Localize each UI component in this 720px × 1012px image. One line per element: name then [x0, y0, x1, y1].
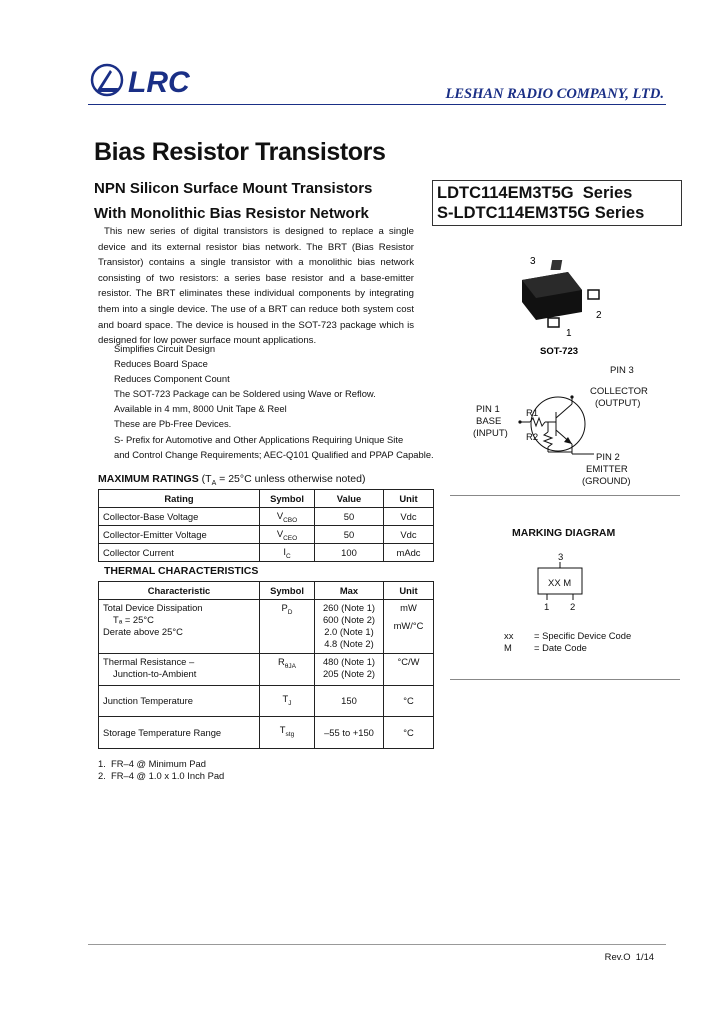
unit-line: mW [400, 602, 417, 613]
table-row [99, 686, 434, 717]
unit-cell: °C [384, 686, 434, 717]
emitter-label: EMITTER [586, 464, 628, 475]
char-cell: Junction Temperature [99, 686, 260, 717]
feature-item: Reduces Board Space [114, 358, 208, 370]
col-header: Characteristic [99, 582, 260, 600]
marking-diagram-title: MARKING DIAGRAM [512, 527, 616, 539]
series-line-1: LDTC114EM3T5G Series [437, 184, 633, 202]
col-header: Symbol [260, 582, 315, 600]
col-header: Value [315, 490, 384, 508]
col-header: Max [315, 582, 384, 600]
max-line: 4.8 (Note 2) [324, 638, 374, 649]
col-header: Rating [99, 490, 260, 508]
symbol-cell: $T_{stg}$ [260, 717, 315, 749]
max-line: 600 (Note 2) [322, 614, 376, 625]
unit-cell: °C/W [384, 654, 434, 686]
series-box [432, 180, 682, 226]
package-label: SOT-723 [540, 346, 579, 357]
page-title: Bias Resistor Transistors [94, 138, 386, 166]
output-label: (OUTPUT) [595, 398, 641, 409]
legend-desc: = Specific Device Code [534, 630, 632, 641]
company-name: LESHAN RADIO COMPANY, LTD. [445, 86, 664, 102]
equivalent-circuit-diagram [460, 360, 680, 490]
char-line: Junction-to-Ambient [113, 668, 197, 679]
thermal-table [98, 581, 434, 749]
unit-cell: Vdc [384, 508, 434, 526]
section-divider [450, 679, 680, 680]
r1-label: R1 [526, 408, 539, 419]
max-line: 480 (Note 1) [322, 656, 376, 667]
pin1-label: PIN 1 [476, 404, 500, 415]
char-line: Total Device Dissipation [103, 602, 203, 613]
pin2-label: PIN 2 [596, 452, 620, 463]
value-cell: 50 [315, 526, 384, 544]
notes [98, 758, 224, 782]
feature-item: and Control Change Requirements; AEC-Q101 Qualified and PPAP Capable. [114, 448, 434, 460]
symbol-cell: $P_D$ [260, 600, 315, 654]
feature-list [114, 341, 454, 462]
char-line: Derate above 25°C [103, 626, 183, 637]
note-item: 1. FR–4 @ Minimum Pad [98, 758, 206, 769]
marking-pin-1: 1 [544, 602, 550, 610]
rating-cell: Collector-Emitter Voltage [99, 526, 260, 544]
marking-legend-xx [504, 630, 631, 641]
r2-label: R2 [526, 432, 539, 443]
sot723-package-drawing [500, 250, 620, 360]
symbol-cell: $R_{\theta JA}$ [260, 654, 315, 686]
footer-rule [88, 944, 666, 945]
package-pin-3: 3 [530, 256, 536, 267]
unit-cell: mAdc [384, 544, 434, 562]
symbol-cell: $V_{CBO}$ [260, 508, 315, 526]
section-divider [450, 495, 680, 496]
max-line: 260 (Note 1) [322, 602, 376, 613]
max-line: 205 (Note 2) [322, 668, 376, 679]
symbol-cell: $T_J$ [260, 686, 315, 717]
header-rule [88, 104, 666, 105]
subtitle-line-1: NPN Silicon Surface Mount Transistors [94, 180, 373, 197]
max-ratings-heading: MAXIMUM RATINGS [98, 473, 199, 485]
rating-cell: Collector Current [99, 544, 260, 562]
legend-desc: = Date Code [534, 642, 587, 653]
note-item: 2. FR–4 @ 1.0 x 1.0 Inch Pad [98, 770, 225, 781]
marking-diagram [530, 548, 594, 610]
base-label: BASE [476, 416, 502, 427]
table-row [99, 526, 434, 544]
feature-item: S- Prefix for Automotive and Other Applications Requiring Unique Site [114, 433, 404, 445]
page-footer: Rev.O 1/14 [604, 951, 654, 962]
char-line: Tₐ = 25°C [113, 614, 154, 625]
legend-key: xx [504, 630, 514, 641]
max-ratings-table [98, 489, 434, 562]
feature-item: Simplifies Circuit Design [114, 343, 216, 354]
feature-item: The SOT-723 Package can be Soldered using Wave or Reflow. [114, 388, 376, 400]
marking-legend-m [504, 642, 587, 653]
symbol-cell: $V_{CEO}$ [260, 526, 315, 544]
table-row [99, 654, 434, 686]
max-line: 2.0 (Note 1) [324, 626, 374, 637]
marking-pin-2: 2 [570, 602, 576, 610]
table-header-row [99, 582, 434, 600]
table-row [99, 508, 434, 526]
table-row [99, 544, 434, 562]
marking-pin-3: 3 [558, 552, 564, 563]
feature-item: Available in 4 mm, 8000 Unit Tape & Reel [114, 403, 287, 415]
series-line-2: S-LDTC114EM3T5G Series [437, 204, 645, 222]
marking-code: XX M [548, 578, 572, 589]
legend-key: M [504, 642, 512, 653]
unit-line: mW/°C [393, 620, 424, 631]
table-header-row [99, 490, 434, 508]
col-header: Unit [384, 582, 434, 600]
table-row [99, 717, 434, 749]
symbol-cell: $I_C$ [260, 544, 315, 562]
max-cell: –55 to +150 [315, 717, 384, 749]
feature-item: These are Pb-Free Devices. [114, 418, 232, 430]
rating-cell: Collector-Base Voltage [99, 508, 260, 526]
col-header: Unit [384, 490, 434, 508]
subtitle-line-2: With Monolithic Bias Resistor Network [94, 205, 369, 222]
ground-label: (GROUND) [582, 476, 631, 487]
value-cell: 50 [315, 508, 384, 526]
lrc-logo [90, 62, 220, 102]
collector-label: COLLECTOR [590, 386, 648, 397]
package-pin-1: 1 [566, 328, 572, 339]
description: This new series of digital transistors is designed to replace a single device and its external resistor bias network. The BRT (Bias Resistor Transistor) contains a single transistor with a monolithic bias network consisting of two resistors: a series base resistor and a base-emitter resistor. The BRT eliminates these individual components by integrating them into a single device. The use of a BRT can reduce both system cost and board space. The device is housed in the SOT-723 package which is designed for low power surface mount applications. [98, 226, 414, 347]
logo-text: LRC [128, 66, 190, 99]
max-ratings-condition: ($T_A = 25^\circ C$ unless otherwise noted) [201, 473, 366, 488]
table-row [99, 600, 434, 654]
package-pin-2: 2 [596, 310, 602, 321]
char-line: Thermal Resistance – [103, 656, 195, 667]
pin3-label: PIN 3 [610, 365, 634, 376]
thermal-title: THERMAL CHARACTERISTICS [104, 565, 259, 577]
max-ratings-title [98, 473, 365, 487]
col-header: Symbol [260, 490, 315, 508]
input-label: (INPUT) [473, 428, 508, 439]
value-cell: 100 [315, 544, 384, 562]
unit-cell: °C [384, 717, 434, 749]
max-cell: 150 [315, 686, 384, 717]
char-cell: Storage Temperature Range [99, 717, 260, 749]
unit-cell: Vdc [384, 526, 434, 544]
feature-item: Reduces Component Count [114, 373, 230, 385]
